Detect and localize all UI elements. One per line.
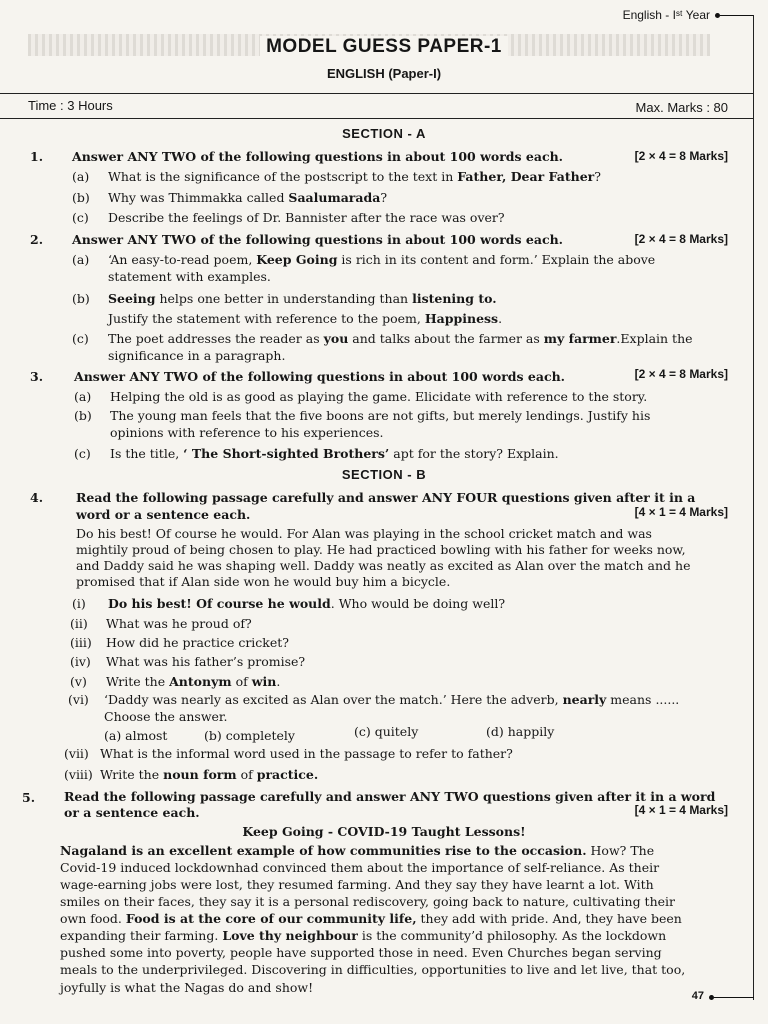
sub-question: How did he practice cricket? [106,635,289,650]
sub-question: ‘Daddy was nearly as excited as Alan over the match.’ Here the adverb, nearly means ...... [104,692,680,707]
passage-line: pushed some into poverty, people have supported those in need. Even Churches began serving [60,945,662,960]
sub-label: (b) [72,190,90,205]
sub-question-cont: Choose the answer. [104,709,228,724]
paper-subtitle: ENGLISH (Paper-I) [326,66,442,81]
sub-label: (vii) [64,746,89,761]
passage-line: joyfully is what the Nagas do and show! [60,980,314,995]
question-text-cont: or a sentence each. [64,805,200,820]
sub-question: Write the noun form of practice. [100,767,319,782]
sub-question: What was he proud of? [106,616,252,631]
course-label: English - Iˢᵗ Year [622,8,710,22]
question-number: 5. [22,790,36,805]
rule-line [714,997,754,998]
sub-question-cont: Justify the statement with reference to the poem, Happiness. [108,311,503,326]
question-text: Answer ANY TWO of the following questions in about 100 words each. [72,232,564,247]
sub-label: (b) [74,408,92,423]
sub-label: (c) [72,210,89,225]
question-text: Answer ANY TWO of the following questions in about 100 words each. [72,149,564,164]
answer-option: (a) almost [104,728,168,743]
sub-label: (a) [74,389,92,404]
passage-line: own food. Food is at the core of our community life, they add with pride. And, they have been [60,911,682,926]
sub-question: The poet addresses the reader as you and talks about the farmer as my farmer.Explain the [108,331,693,346]
sub-question: Write the Antonym of win. [106,674,281,689]
sub-question: Is the title, ‘ The Short-sighted Brothers’ apt for the story? Explain. [110,446,559,461]
question-marks: [2 × 4 = 8 Marks] [634,149,728,163]
sub-label: (vi) [68,692,89,707]
page-number: 47 [691,990,704,1002]
question-text: Read the following passage carefully and answer ANY TWO questions given after it in a word [64,789,716,804]
question-text-cont: word or a sentence each. [76,507,251,522]
sub-label: (v) [70,674,87,689]
passage-line: Nagaland is an excellent example of how communities rise to the occasion. How? The [60,843,655,858]
sub-label: (a) [72,169,90,184]
question-marks: [2 × 4 = 8 Marks] [634,232,728,246]
sub-label: (iii) [70,635,92,650]
passage-line: Do his best! Of course he would. For Alan was playing in the school cricket match and was [76,526,652,541]
sub-question: Do his best! Of course he would. Who would be doing well? [108,596,506,611]
sub-label: (c) [74,446,91,461]
passage-heading: Keep Going - COVID-19 Taught Lessons! [242,824,526,839]
rule-line [720,15,754,16]
sub-label: (iv) [70,654,91,669]
passage-line: Covid-19 induced lockdownhad convinced them about the importance of self-reliance. As their [60,860,660,875]
sub-question: Helping the old is as good as playing the game. Elicidate with reference to the story. [110,389,648,404]
sub-question: Why was Thimmakka called Saalumarada? [108,190,388,205]
passage-line: promised that if Alan side won he would buy him a bicycle. [76,574,451,589]
paper-title: MODEL GUESS PAPER-1 [0,36,768,58]
sub-question-cont: statement with examples. [108,269,271,284]
sub-label: (viii) [64,767,93,782]
sub-question: The young man feels that the five boons are not gifts, but merely lendings. Justify his [110,408,651,423]
passage-line: and Daddy said he was shaping well. Daddy was neatly as excited as Alan over the match and he [76,558,691,573]
question-text: Answer ANY TWO of the following questions in about 100 words each. [74,369,566,384]
question-number: 4. [30,490,44,505]
answer-option: (b) completely [204,728,295,743]
question-marks: [4 × 1 = 4 Marks] [634,803,728,817]
passage-line: expanding their farming. Love thy neighbour is the community’d philosophy. As the lockdown [60,928,667,943]
sub-question: What is the significance of the postscript to the text in Father, Dear Father? [108,169,601,184]
sub-label: (b) [72,291,90,306]
sub-question: What is the informal word used in the passage to refer to father? [100,746,513,761]
answer-option: (c) quitely [354,724,419,739]
sub-question: Seeing helps one better in understanding than listening to. [108,291,497,306]
section-a-heading: SECTION - A [342,126,426,141]
sub-question-cont: significance in a paragraph. [108,348,286,363]
divider [0,118,754,119]
question-text: Read the following passage carefully and answer ANY FOUR questions given after it in a [76,490,696,505]
question-marks: [4 × 1 = 4 Marks] [634,505,728,519]
sub-question-cont: opinions with reference to his experiences. [110,425,384,440]
passage-line: smiles on their faces, they say it is a personal rediscovery, going back to nature, cultivating their [60,894,676,909]
section-b-heading: SECTION - B [341,467,427,482]
passage-line: mightily proud of being chosen to play. He had practiced bowling with his father for weeks now, [76,542,686,557]
passage-line: wage-earning jobs were lost, they resumed farming. And they say they have learnt a lot. With [60,877,654,892]
sub-label: (ii) [70,616,88,631]
sub-question: Describe the feelings of Dr. Bannister after the race was over? [108,210,505,225]
sub-question: ‘An easy-to-read poem, Keep Going is rich in its content and form.’ Explain the above [108,252,656,267]
sub-question: What was his father’s promise? [106,654,306,669]
time-label: Time : 3 Hours [28,98,113,113]
question-number: 2. [30,232,44,247]
sub-label: (c) [72,331,89,346]
max-marks-label: Max. Marks : 80 [635,100,728,115]
sub-label: (a) [72,252,90,267]
margin-rule [753,15,754,1000]
answer-option: (d) happily [486,724,555,739]
question-marks: [2 × 4 = 8 Marks] [634,367,728,381]
sub-label: (i) [72,596,86,611]
divider [0,93,754,94]
question-number: 1. [30,149,44,164]
question-number: 3. [30,369,44,384]
passage-line: meals to the underprivileged. Discovering in difficulties, opportunities to live and let live, that too, [60,962,686,977]
